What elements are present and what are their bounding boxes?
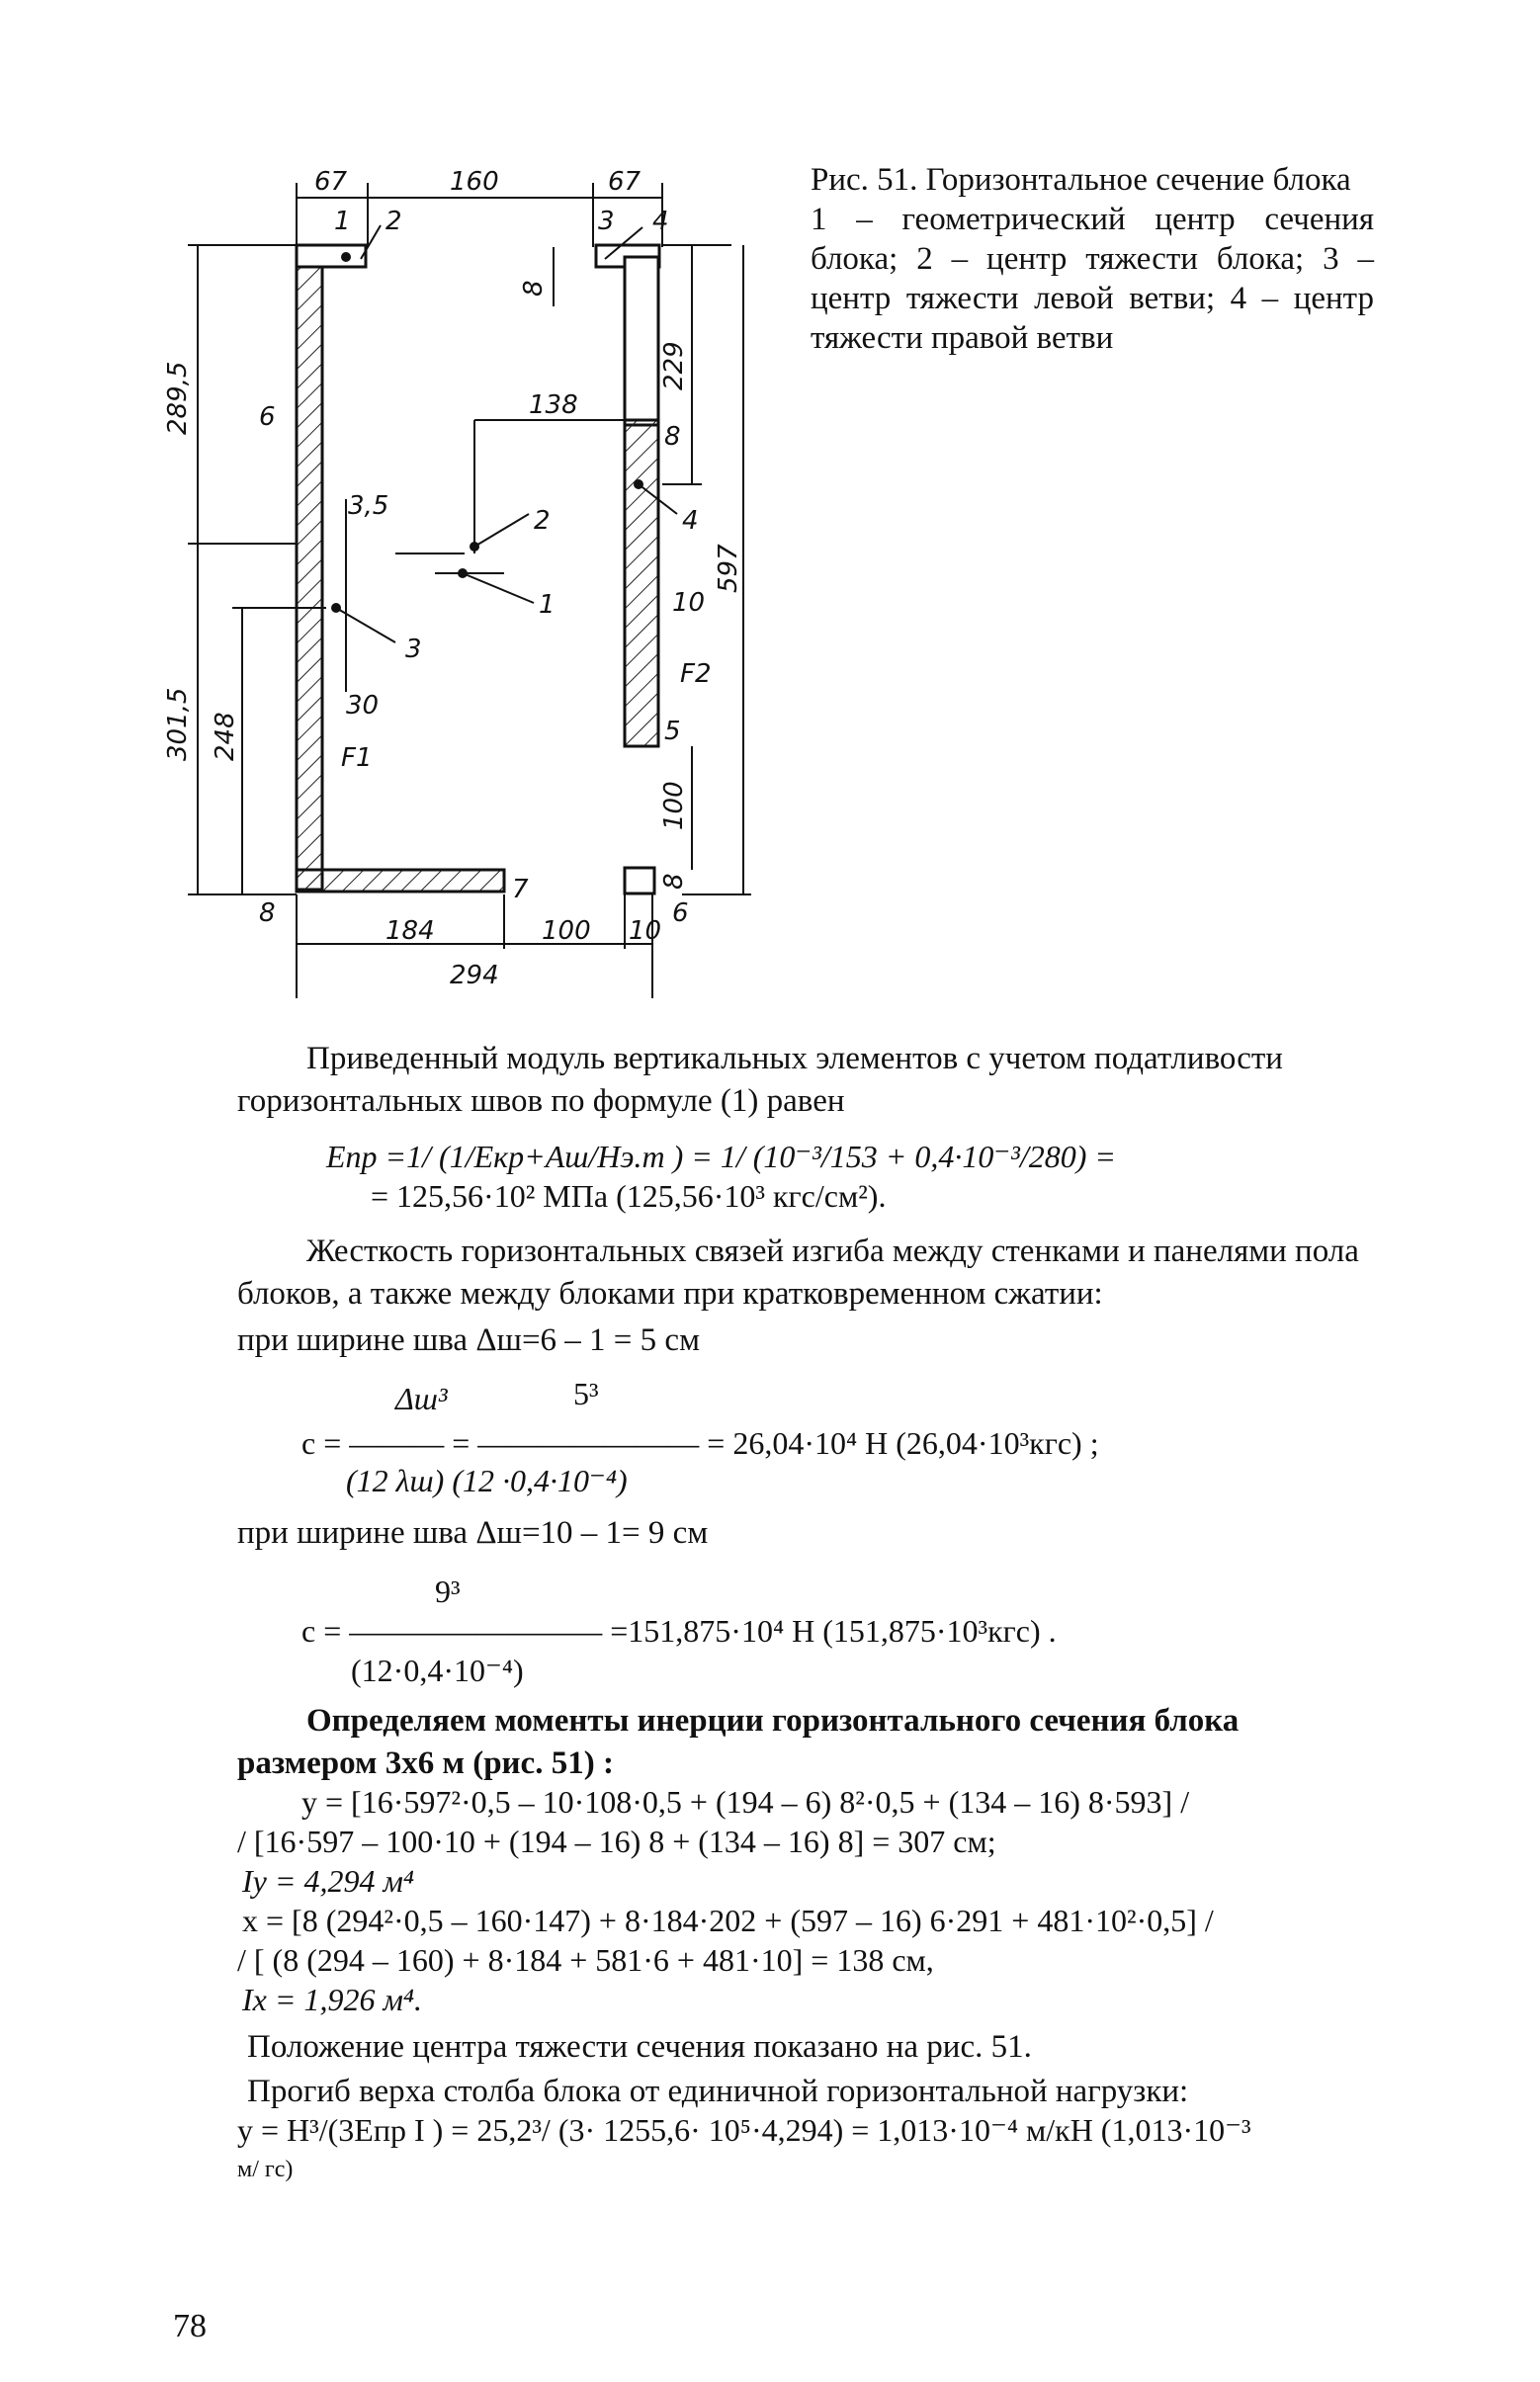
dim-5: 5 [664,717,681,746]
dim-bottom-184: 184 [385,916,435,946]
label-top-1: 1 [334,207,351,236]
caption-title: Рис. 51. Горизонтальное сечение блока [811,162,1351,198]
label-F2: F2 [680,659,712,689]
paragraph-1: Приведенный модуль вертикальных элементов с учетом податливости горизонтальных швов по формуле (1) равен [237,1041,1283,1119]
formula-2-main: c = ——— = ——————— = 26,04·10⁴ Н (26,04·10³кгс) ; [301,1425,1099,1461]
label-1: 1 [539,590,556,620]
label-4: 4 [682,506,699,536]
figure-caption [811,160,1374,358]
dim-right-597: 597 [714,544,743,593]
dim-6b: 6 [672,898,689,928]
dim-6a: 6 [259,402,276,432]
formula-1-line-1: Eпр =1/ (1/Eкр+Aш/Нэ.т ) = 1/ (10⁻³/153 + 0,4·10⁻³/280) = [326,1139,1116,1174]
formula-4-line-3: Iy = 4,294 м⁴ [242,1863,414,1899]
center-2 [470,542,479,552]
paragraph-4: при ширине шва Δш=10 – 1= 9 см [237,1515,709,1551]
formula-3-numerator: 9³ [435,1574,461,1609]
dim-bottom-100: 100 [542,916,591,946]
right-wall-lower [625,420,658,746]
label-3: 3 [405,635,422,664]
label-top-2: 2 [385,207,402,236]
paragraph-6: Положение центра тяжести сечения показано на рис. 51. [247,2029,1032,2065]
formula-4-line-5: / [ (8 (294 – 160) + 8·184 + 581·6 + 481·10] = 138 см, [237,1942,934,1978]
label-top-3: 3 [598,207,615,236]
dim-left-248: 248 [211,712,240,761]
dim-top-right: 67 [608,167,642,197]
dim-10: 10 [672,588,706,618]
page-number: 78 [173,2308,207,2344]
formula-3-main: c = ———————— =151,875·10⁴ Н (151,875·10³кгс) . [301,1613,1057,1649]
dim-8d: 8 [259,898,276,928]
dim-top-mid: 160 [450,167,499,197]
dim-30: 30 [346,691,380,721]
formula-4-line-6: Ix = 1,926 м⁴. [242,1982,422,2017]
formula-4-line-2: / [16·597 – 100·10 + (194 – 16) 8 + (134 – 16) 8] = 307 см; [237,1824,996,1859]
paragraph-5: Определяем моменты инерции горизонтального сечения блока размером 3х6 м (рис. 51) : [237,1703,1240,1781]
paragraph-2: Жесткость горизонтальных связей изгиба между стенками и панелями пола блоков, а также между блоками при кратковременном сжатии: [237,1234,1359,1312]
paragraph-7: Прогиб верха столба блока от единичной горизонтальной нагрузки: [247,2074,1189,2109]
center-1 [458,568,468,578]
formula-4-line-4: x = [8 (294²·0,5 – 160·147) + 8·184·202 + (597 – 16) 6·291 + 481·10²·0,5] / [242,1903,1214,1938]
dim-138: 138 [529,390,578,420]
formula-2-numerator: Δш³ [395,1381,448,1416]
marker-top [341,252,351,262]
center-4 [634,479,643,489]
formula-2-denominator: (12 λш) (12 ·0,4·10⁻⁴) [346,1463,628,1498]
dim-8c: 8 [659,873,689,890]
dim-bottom-10: 10 [629,916,662,946]
bottom-right-block [625,868,654,893]
formula-4-line-1: y = [16·597²·0,5 – 10·108·0,5 + (194 – 6) 8²·0,5 + (134 – 16) 8·593] / [301,1784,1190,1820]
formula-5-line-1: y = H³/(3Eпр I ) = 25,2³/ (3· 1255,6· 10⁵·4,294) = 1,013·10⁻⁴ м/кН (1,013·10⁻³ [237,2112,1251,2148]
bottom-flange [297,870,504,892]
dim-8a: 8 [519,280,549,297]
dim-top-left: 67 [314,167,348,197]
dim-7: 7 [512,875,529,904]
right-wall-upper [625,257,658,425]
center-3 [331,603,341,613]
left-wall [297,252,322,890]
formula-5-line-2: м/ гс) [237,2157,294,2182]
label-2: 2 [534,506,551,536]
label-F1: F1 [341,743,373,773]
dim-8b: 8 [664,422,681,452]
dim-left-lower: 301,5 [163,687,193,761]
dim-left-upper: 289,5 [163,361,193,435]
formula-1-line-2: = 125,56·10² МПа (125,56·10³ кгс/см²). [371,1178,887,1214]
cross-section-figure [148,148,781,1018]
label-top-4: 4 [652,207,669,236]
top-left-flange [297,245,366,267]
dim-right-229: 229 [659,341,689,390]
dim-right-100: 100 [659,781,689,830]
formula-2-numerator-2: 5³ [573,1376,599,1411]
caption-items: 1 – геометрический центр сечения блока; 2 – центр тяжести блока; 3 – центр тяжести левой ветви; 4 – центр тяжести правой ветви [811,202,1374,356]
dim-bottom-294: 294 [450,961,499,990]
dim-3-5: 3,5 [348,491,389,521]
formula-3-denominator: (12·0,4·10⁻⁴) [351,1653,524,1688]
paragraph-3: при ширине шва Δш=6 – 1 = 5 см [237,1322,700,1358]
